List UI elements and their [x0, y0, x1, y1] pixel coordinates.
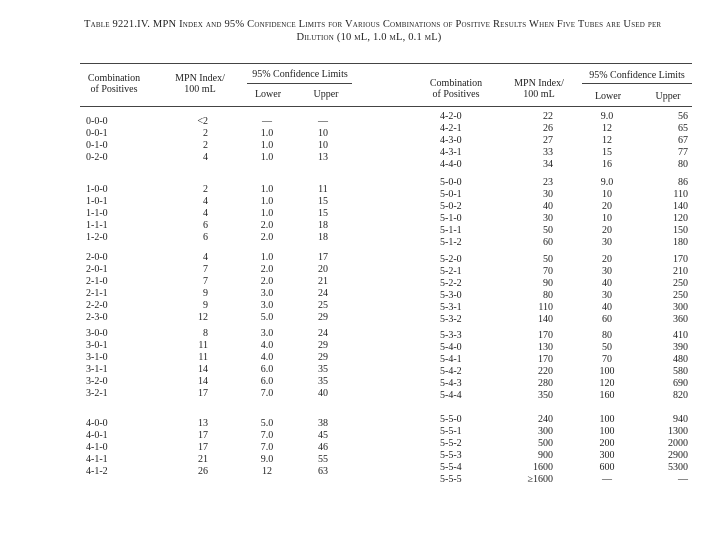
mpn-cell: 17	[198, 388, 208, 399]
combination-cell: 3-1-0	[86, 352, 108, 363]
table-title-line2: Dilution (10 mL, 1.0 mL, 0.1 mL)	[296, 32, 442, 43]
upper-cell: 17	[318, 252, 328, 263]
upper-cell: 56	[678, 111, 688, 122]
combination-cell: 5-3-1	[440, 302, 462, 313]
combination-cell: 2-1-1	[86, 288, 108, 299]
upper-cell: 45	[318, 430, 328, 441]
mpn-cell: 34	[543, 159, 553, 170]
mpn-cell: 4	[203, 252, 208, 263]
mpn-cell: 40	[543, 201, 553, 212]
lower-cell: 6.0	[260, 376, 274, 387]
upper-cell: 940	[673, 414, 688, 425]
header-mpn-line2: 100 mL	[523, 89, 555, 100]
upper-cell: 180	[673, 237, 688, 248]
header-combination-line1: Combination	[87, 73, 141, 84]
combination-cell: 5-4-0	[440, 342, 462, 353]
mpn-cell: 4	[203, 152, 208, 163]
combination-cell: 4-2-0	[440, 111, 462, 122]
combination-cell: 1-2-0	[86, 232, 108, 243]
lower-cell: 9.0	[600, 111, 614, 122]
upper-cell: 15	[318, 208, 328, 219]
mpn-cell: 2	[203, 184, 208, 195]
combination-cell: 3-0-0	[86, 328, 108, 339]
upper-cell: 25	[318, 300, 328, 311]
table-title-line1: Table 9221.IV. MPN Index and 95% Confidence Limits for Various Combinations of Positive Results When Five Tubes are Used per	[84, 19, 662, 30]
mpn-cell: 12	[198, 312, 208, 323]
combination-cell: 2-2-0	[86, 300, 108, 311]
upper-cell: 67	[678, 135, 688, 146]
lower-cell: 1.0	[260, 196, 274, 207]
lower-cell: 3.0	[260, 288, 274, 299]
lower-cell: 2.0	[260, 220, 274, 231]
upper-cell: 410	[673, 330, 688, 341]
lower-cell: 5.0	[260, 312, 274, 323]
mpn-cell: 50	[543, 254, 553, 265]
lower-cell: 60	[602, 314, 612, 325]
lower-cell: 20	[602, 254, 612, 265]
mpn-cell: 280	[538, 378, 553, 389]
upper-cell: 29	[318, 352, 328, 363]
mpn-cell: 110	[538, 302, 553, 313]
mpn-cell: 4	[203, 196, 208, 207]
header-combination-line1: Combination	[429, 78, 483, 89]
combination-cell: 3-1-1	[86, 364, 108, 375]
mpn-cell: 350	[538, 390, 553, 401]
combination-cell: 4-2-1	[440, 123, 462, 134]
combination-cell: 5-0-0	[440, 177, 462, 188]
lower-cell: 12	[262, 466, 272, 477]
upper-cell: 40	[318, 388, 328, 399]
mpn-cell: 33	[543, 147, 553, 158]
lower-cell: 100	[599, 426, 615, 437]
lower-cell: 2.0	[260, 264, 274, 275]
mpn-cell: 14	[198, 364, 208, 375]
upper-cell: 13	[318, 152, 328, 163]
lower-cell: 7.0	[260, 442, 274, 453]
mpn-cell: 300	[538, 426, 553, 437]
combination-cell: 1-0-0	[86, 184, 108, 195]
lower-cell: 15	[602, 147, 612, 158]
mpn-cell: 7	[203, 264, 208, 275]
lower-cell: 6.0	[260, 364, 274, 375]
mpn-cell: 14	[198, 376, 208, 387]
combination-cell: 1-1-1	[86, 220, 108, 231]
mpn-cell: 240	[538, 414, 553, 425]
header-combination-line2: of Positives	[432, 89, 480, 100]
combination-cell: 0-1-0	[86, 140, 108, 151]
mpn-cell: 8	[203, 328, 208, 339]
upper-cell: 21	[318, 276, 328, 287]
combination-cell: 4-3-0	[440, 135, 462, 146]
mpn-cell: 22	[543, 111, 553, 122]
lower-cell: 7.0	[260, 430, 274, 441]
combination-cell: 5-4-2	[440, 366, 462, 377]
lower-cell: 1.0	[260, 184, 274, 195]
combination-cell: 4-3-1	[440, 147, 462, 158]
mpn-cell: 140	[538, 314, 553, 325]
header-mpn-line2: 100 mL	[184, 84, 216, 95]
upper-cell: —	[318, 116, 328, 127]
top-rule	[80, 63, 692, 64]
lower-cell: 1.0	[260, 128, 274, 139]
mpn-cell: 17	[198, 442, 208, 453]
lower-cell: 9.0	[260, 454, 274, 465]
header-mpn-left	[165, 73, 235, 95]
mpn-cell: ≥1600	[527, 474, 553, 485]
header-confidence-left: 95% Confidence Limits	[252, 69, 348, 80]
lower-cell: 4.0	[260, 352, 274, 363]
mpn-cell: 900	[538, 450, 553, 461]
mpn-cell: 26	[543, 123, 553, 134]
combination-cell: 3-0-1	[86, 340, 108, 351]
mpn-cell: 27	[543, 135, 553, 146]
upper-cell: 86	[678, 177, 688, 188]
upper-cell: 10	[318, 128, 328, 139]
combination-cell: 5-1-0	[440, 213, 462, 224]
header-lower-left: Lower	[254, 89, 282, 100]
upper-cell: 250	[673, 290, 688, 301]
upper-cell: 110	[673, 189, 688, 200]
mpn-cell: 4	[203, 208, 208, 219]
lower-cell: 1.0	[260, 252, 274, 263]
upper-cell: 35	[318, 364, 328, 375]
header-confidence-right: 95% Confidence Limits	[589, 70, 685, 81]
upper-cell: 170	[673, 254, 688, 265]
combination-cell: 5-2-0	[440, 254, 462, 265]
lower-cell: 5.0	[260, 418, 274, 429]
mpn-cell: <2	[197, 116, 208, 127]
combination-cell: 5-5-2	[440, 438, 462, 449]
header-lower-right: Lower	[594, 91, 622, 102]
upper-cell: 210	[673, 266, 688, 277]
upper-cell: 2900	[668, 450, 688, 461]
header-upper-left: Upper	[313, 89, 339, 100]
header-mpn-right	[504, 78, 574, 100]
lower-cell: 4.0	[260, 340, 274, 351]
lower-cell: 30	[602, 266, 612, 277]
lower-cell: 1.0	[260, 208, 274, 219]
combination-cell: 2-0-1	[86, 264, 108, 275]
upper-cell: 38	[318, 418, 328, 429]
mpn-cell: 17	[198, 430, 208, 441]
upper-cell: 690	[673, 378, 688, 389]
mpn-cell: 13	[198, 418, 208, 429]
mpn-cell: 21	[198, 454, 208, 465]
mpn-cell: 130	[538, 342, 553, 353]
mpn-cell: 170	[538, 330, 553, 341]
lower-cell: 200	[599, 438, 615, 449]
upper-cell: 150	[673, 225, 688, 236]
upper-cell: 390	[673, 342, 688, 353]
lower-cell: 7.0	[260, 388, 274, 399]
combination-cell: 2-1-0	[86, 276, 108, 287]
lower-cell: 40	[602, 278, 612, 289]
upper-cell: 300	[673, 302, 688, 313]
upper-cell: 580	[673, 366, 688, 377]
combination-cell: 5-5-0	[440, 414, 462, 425]
mpn-cell: 11	[198, 340, 208, 351]
mpn-cell: 2	[203, 128, 208, 139]
combination-cell: 2-3-0	[86, 312, 108, 323]
mpn-cell: 500	[538, 438, 553, 449]
upper-cell: 46	[318, 442, 328, 453]
upper-cell: 20	[318, 264, 328, 275]
lower-cell: 1.0	[260, 140, 274, 151]
combination-cell: 1-1-0	[86, 208, 108, 219]
combination-cell: 5-3-3	[440, 330, 462, 341]
combination-cell: 5-5-5	[440, 474, 462, 485]
lower-cell: 3.0	[260, 328, 274, 339]
upper-cell: 120	[673, 213, 688, 224]
upper-cell: 24	[318, 288, 328, 299]
upper-cell: 18	[318, 232, 328, 243]
lower-cell: 300	[599, 450, 615, 461]
combination-cell: 5-0-1	[440, 189, 462, 200]
upper-cell: 2000	[668, 438, 688, 449]
combination-cell: 5-5-1	[440, 426, 462, 437]
combination-cell: 0-0-0	[86, 116, 108, 127]
lower-cell: 70	[602, 354, 612, 365]
combination-cell: 5-5-4	[440, 462, 462, 473]
mpn-cell: 170	[538, 354, 553, 365]
mpn-cell: 50	[543, 225, 553, 236]
upper-cell: 77	[678, 147, 688, 158]
lower-cell: 16	[602, 159, 612, 170]
lower-cell: 9.0	[600, 177, 614, 188]
lower-cell: 2.0	[260, 276, 274, 287]
combination-cell: 2-0-0	[86, 252, 108, 263]
lower-cell: 160	[599, 390, 615, 401]
combination-cell: 4-0-1	[86, 430, 108, 441]
lower-cell: 100	[599, 366, 615, 377]
upper-cell: 15	[318, 196, 328, 207]
lower-cell: 20	[602, 201, 612, 212]
lower-cell: 80	[602, 330, 612, 341]
mpn-cell: 6	[203, 232, 208, 243]
mpn-cell: 6	[203, 220, 208, 231]
header-bottom-rule	[80, 106, 692, 107]
upper-cell: 80	[678, 159, 688, 170]
lower-cell: —	[602, 474, 612, 485]
combination-cell: 5-3-0	[440, 290, 462, 301]
mpn-cell: 23	[543, 177, 553, 188]
upper-cell: —	[678, 474, 688, 485]
upper-cell: 250	[673, 278, 688, 289]
upper-cell: 55	[318, 454, 328, 465]
mpn-cell: 2	[203, 140, 208, 151]
lower-cell: 10	[602, 213, 612, 224]
mpn-cell: 9	[203, 288, 208, 299]
upper-cell: 63	[318, 466, 328, 477]
combination-cell: 5-2-1	[440, 266, 462, 277]
combination-cell: 4-4-0	[440, 159, 462, 170]
upper-cell: 65	[678, 123, 688, 134]
combination-cell: 3-2-1	[86, 388, 108, 399]
table-title	[84, 18, 694, 44]
lower-cell: 600	[599, 462, 615, 473]
upper-cell: 360	[673, 314, 688, 325]
mpn-cell: 7	[203, 276, 208, 287]
combination-cell: 4-1-2	[86, 466, 108, 477]
combination-cell: 3-2-0	[86, 376, 108, 387]
combination-cell: 4-1-1	[86, 454, 108, 465]
lower-cell: 3.0	[260, 300, 274, 311]
mpn-cell: 70	[543, 266, 553, 277]
lower-cell: 30	[602, 237, 612, 248]
combination-cell: 5-1-2	[440, 237, 462, 248]
lower-cell: 10	[602, 189, 612, 200]
header-combination-right	[418, 78, 494, 100]
confidence-rule-right	[582, 83, 692, 84]
lower-cell: 12	[602, 123, 612, 134]
mpn-cell: 220	[538, 366, 553, 377]
header-combination-left	[76, 73, 152, 95]
lower-cell: 20	[602, 225, 612, 236]
combination-cell: 4-0-0	[86, 418, 108, 429]
upper-cell: 11	[318, 184, 328, 195]
lower-cell: —	[262, 116, 272, 127]
combination-cell: 5-5-3	[440, 450, 462, 461]
mpn-cell: 26	[198, 466, 208, 477]
lower-cell: 40	[602, 302, 612, 313]
mpn-cell: 30	[543, 189, 553, 200]
lower-cell: 12	[602, 135, 612, 146]
mpn-cell: 1600	[533, 462, 553, 473]
combination-cell: 0-2-0	[86, 152, 108, 163]
mpn-cell: 11	[198, 352, 208, 363]
upper-cell: 29	[318, 312, 328, 323]
mpn-cell: 30	[543, 213, 553, 224]
combination-cell: 1-0-1	[86, 196, 108, 207]
upper-cell: 5300	[668, 462, 688, 473]
combination-cell: 4-1-0	[86, 442, 108, 453]
header-mpn-line1: MPN Index/	[514, 78, 564, 89]
upper-cell: 35	[318, 376, 328, 387]
lower-cell: 30	[602, 290, 612, 301]
combination-cell: 5-0-2	[440, 201, 462, 212]
combination-cell: 5-4-4	[440, 390, 462, 401]
upper-cell: 480	[673, 354, 688, 365]
header-upper-right: Upper	[655, 91, 681, 102]
combination-cell: 5-1-1	[440, 225, 462, 236]
combination-cell: 0-0-1	[86, 128, 108, 139]
upper-cell: 820	[673, 390, 688, 401]
confidence-rule-left	[247, 83, 352, 84]
lower-cell: 2.0	[260, 232, 274, 243]
header-combination-line2: of Positives	[90, 84, 138, 95]
mpn-cell: 9	[203, 300, 208, 311]
lower-cell: 120	[599, 378, 615, 389]
combination-cell: 5-2-2	[440, 278, 462, 289]
upper-cell: 140	[673, 201, 688, 212]
upper-cell: 1300	[668, 426, 688, 437]
combination-cell: 5-4-3	[440, 378, 462, 389]
lower-cell: 50	[602, 342, 612, 353]
upper-cell: 29	[318, 340, 328, 351]
mpn-cell: 80	[543, 290, 553, 301]
lower-cell: 1.0	[260, 152, 274, 163]
upper-cell: 24	[318, 328, 328, 339]
lower-cell: 100	[599, 414, 615, 425]
combination-cell: 5-4-1	[440, 354, 462, 365]
combination-cell: 5-3-2	[440, 314, 462, 325]
upper-cell: 10	[318, 140, 328, 151]
upper-cell: 18	[318, 220, 328, 231]
mpn-cell: 60	[543, 237, 553, 248]
header-mpn-line1: MPN Index/	[175, 73, 225, 84]
mpn-cell: 90	[543, 278, 553, 289]
